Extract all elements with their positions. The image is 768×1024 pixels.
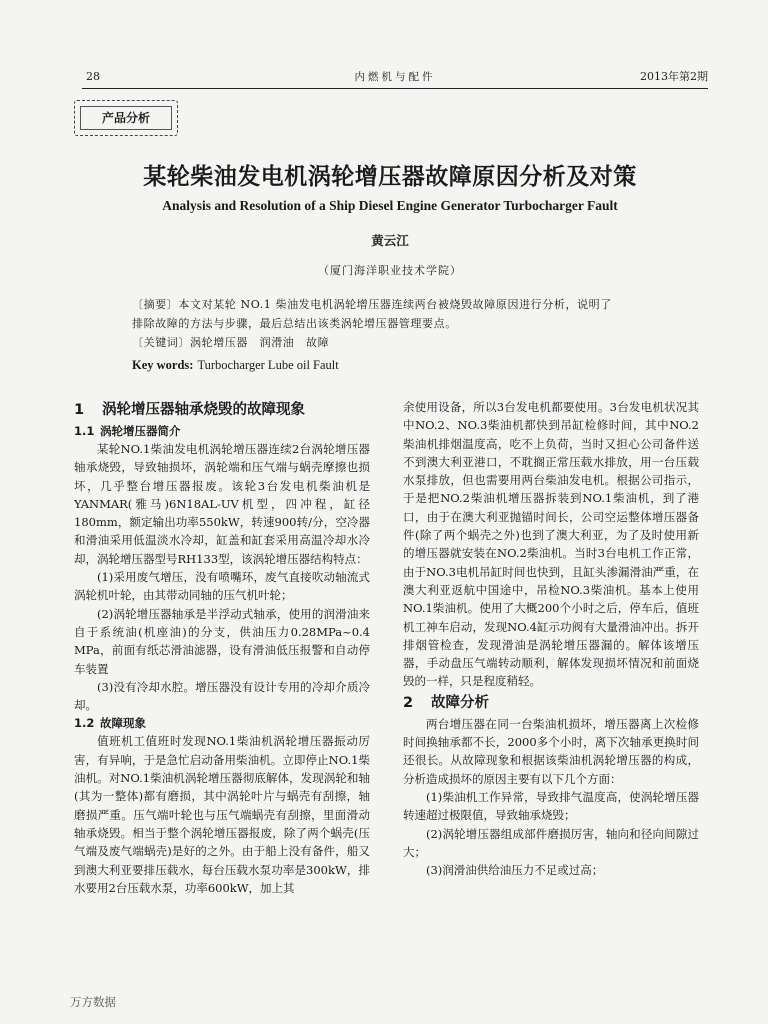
subsection-heading-1-1: [74, 422, 370, 440]
left-column: [74, 398, 370, 897]
author-affiliation: （厦门海洋职业技术学院）: [318, 264, 462, 277]
keywords-cn: 〔关键词〕涡轮增压器 润滑油 故障: [132, 336, 330, 349]
section-heading-1: [74, 398, 370, 422]
article-title-cn: 某轮柴油发电机涡轮增压器故障原因分析及对策: [143, 164, 637, 190]
section-title: 涡轮增压器轴承烧毁的故障现象: [102, 402, 305, 418]
paragraph: 余使用设备，所以3台发电机都要使用。3台发电机状况其中NO.2、NO.3柴油机都快到吊缸检修时间，其中NO.2柴油机排烟温度高，吃不上负荷，当时又担心公司备件送不到澳大利亚港口，不耽搁正常压载水排放，用一台压载水泵排放，但也需要用两台柴油发电机。根据公司指示，于是把NO.2柴油机增压器拆装到NO.1柴油机，到了港口，由于在澳大利亚抛锚时间长，公司空运整体增压器备件(除了两个蜗壳之外)也到了澳大利亚，为了及时使用新的增压器就安装在NO.2柴油机。当时3台电机工作正常，由于NO.3电机吊缸时间也快到，且缸头渗漏滑油严重，在澳大利亚返航中国途中，吊检NO.3柴油机。基本上使用NO.1柴油机。使用了大概200个小时之后，停车后，值班机工神车启动，发现NO.4缸示功阀有大量滑油冲出。拆开排烟管检查，发现滑油是涡轮增压器漏的。解体该增压器，手动盘压气端转动顺利，解体发现损坏情况和前面烧毁的一样，只是程度稍轻。: [403, 400, 699, 689]
paragraph: (2)涡轮增压器组成部件磨损厉害，轴向和径向间隙过大；: [403, 826, 699, 859]
subsection-title: 涡轮增压器简介: [100, 424, 181, 438]
page-number: 28: [86, 70, 100, 83]
section-number: 1: [74, 402, 85, 418]
paragraph: (1)柴油机工作异常，导致排气温度高，使涡轮增压器转速超过极限值，导致轴承烧毁；: [403, 789, 699, 823]
section-tag-label: 产品分析: [101, 111, 150, 125]
keywords-en-label: Key words:: [132, 358, 194, 372]
subsection-title: 故障现象: [100, 716, 146, 731]
abstract-line-1: 〔摘要〕本文对某轮 NO.1 柴油发电机涡轮增压器连续两台被烧毁故障原因进行分析，说明了: [132, 298, 612, 311]
subsection-heading-1-2: [74, 714, 370, 732]
subsection-number: 1.2: [74, 716, 95, 731]
database-watermark: 万方数据: [70, 995, 116, 1009]
paragraph: (1)采用废气增压，没有喷嘴环，废气直接吹动轴流式涡轮机叶轮，由其带动同轴的压气机叶轮；: [74, 570, 370, 603]
subsection-number: 1.1: [74, 424, 95, 438]
section-title: 故障分析: [431, 694, 489, 711]
paragraph: 值班机工值班时发现NO.1柴油机涡轮增压器振动厉害，有异响，于是急忙启动备用柴油机。立即停止NO.1柴油机。对NO.1柴油机涡轮增压器彻底解体，发现涡轮和轴(其为一整体)都有磨损，其中涡轮叶片与蜗壳有刮擦，轴磨损严重。压气端叶轮也与压气端蜗壳有刮擦，里面滑动轴承烧毁。相当于整个涡轮增压器报废，除了两个蜗壳(压气端及废气端蜗壳)是好的之外。由于船上没有备件，船又到澳大利亚要排压载水，每台压载水泵功率是300kW，排水要用2台压载水泵，功率600kW，加上其: [74, 734, 370, 895]
paragraph: (3)润滑油供给油压力不足或过高；: [426, 863, 604, 878]
paragraph: 两台增压器在同一台柴油机损坏，增压器离上次检修时间换轴承都不长，2000多个小时，离下次轴承更换时间还很长。从故障现象和根据该柴油机涡轮增压器的构成，分析造成损坏的原因主要有以下几个方面：: [403, 716, 699, 786]
keywords-en: [132, 358, 692, 373]
paragraph: (3)没有冷却水腔。增压器没有设计专用的冷却介质冷却。: [74, 679, 370, 713]
section-number: 2: [403, 694, 414, 711]
paragraph: (2)涡轮增压器轴承是半浮动式轴承，使用的润滑油来自于系统油(机座油)的分支，供油压力0.28MPa~0.4 MPa，前面有纸芯滑油滤器，设有滑油低压报警和自动停车装置: [74, 606, 370, 676]
paragraph: 某轮NO.1柴油发电机涡轮增压器连续2台涡轮增压器轴承烧毁，导致轴损坏，涡轮端和压气端与蜗壳摩擦也损坏，几乎整台增压器报废。该轮3台发电机柴油机是YANMAR(雅马)6N18AL-UV机型，四冲程，缸径180mm，额定输出功率550kW，转速900转/分，空冷器和滑油采用低温淡水冷却，缸盖和缸套采用高温冷却水冷却，涡轮增压器型号RH133型，该涡轮增压器结构特点：: [74, 442, 370, 566]
header-rule: [82, 88, 708, 89]
issue-label: 2013年第2期: [640, 70, 708, 83]
right-column: [403, 398, 699, 879]
running-head: [82, 68, 708, 86]
section-heading-2: [403, 691, 699, 715]
journal-name: 内燃机与配件: [354, 71, 436, 83]
abstract-line-2: 排除故障的方法与步骤，最后总结出该类涡轮增压器管理要点。: [132, 317, 457, 330]
article-title-en: Analysis and Resolution of a Ship Diesel Engine Generator Turbocharger Fault: [162, 198, 618, 213]
section-tag-box: [74, 100, 178, 136]
author-name: 黄云江: [371, 233, 409, 248]
abstract-block: [132, 295, 692, 352]
keywords-en-text: Turbocharger Lube oil Fault: [197, 358, 339, 372]
